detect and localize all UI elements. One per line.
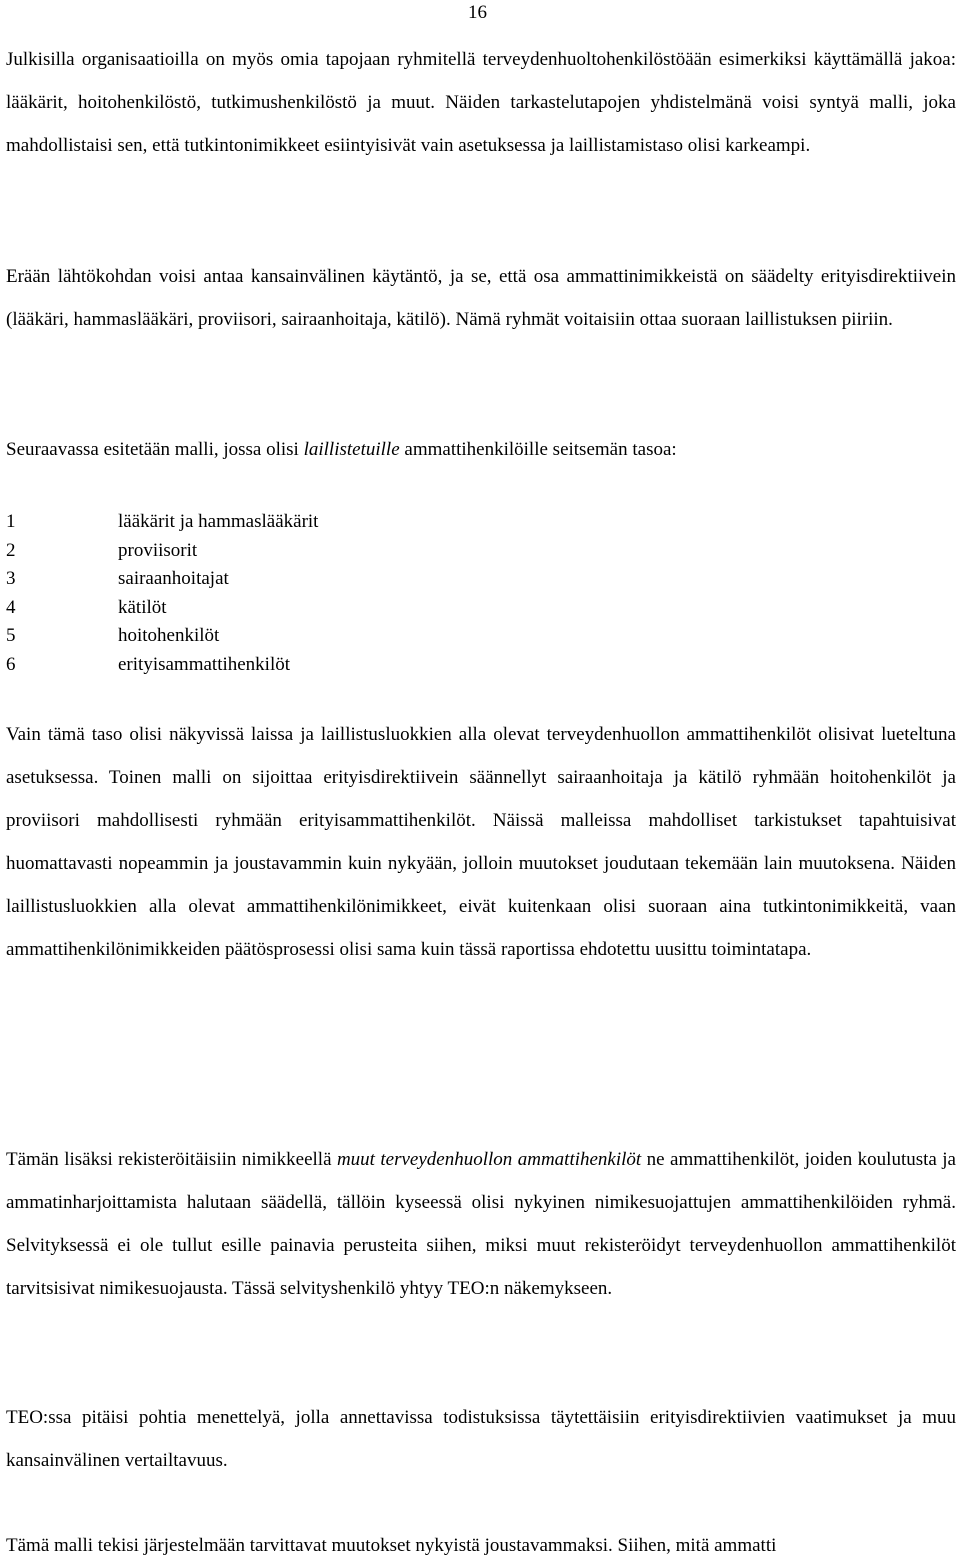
paragraph-model-intro bbox=[6, 428, 956, 471]
list-item bbox=[6, 508, 318, 537]
level-label: erityisammattihenkilöt bbox=[118, 653, 291, 675]
other-professionals-emphasis: muut terveydenhuollon ammattihenkilöt bbox=[336, 1149, 642, 1170]
level-number: 6 bbox=[6, 653, 16, 675]
paragraph-international-practice: Erään lähtökohdan voisi antaa kansainvälinen käytäntö, ja se, että osa ammattinimikkeistä on säädelty erityisdirektiivein (lääkäri, hammaslääkäri, proviisori, sairaanhoitaja, kätilö). Nämä ryhmät voitaisiin ottaa suoraan laillistuksen piiriin. bbox=[6, 266, 956, 330]
model-intro-text-end: ammattihenkilöille seitsemän tasoa: bbox=[399, 439, 677, 460]
level-label: sairaanhoitajat bbox=[118, 568, 229, 590]
list-item bbox=[6, 537, 318, 566]
paragraph-teo: TEO:ssa pitäisi pohtia menettelyä, jolla annettavissa todistuksissa täytettäisiin erityisdirektiivien vaatimukset ja muu kansainvälinen vertailtavuus. bbox=[6, 1407, 956, 1471]
list-item bbox=[6, 594, 318, 623]
model-intro-emphasis: laillistetuille bbox=[303, 439, 400, 460]
level-label: hoitohenkilöt bbox=[118, 625, 220, 647]
level-label: kätilöt bbox=[118, 596, 167, 618]
paragraph-organisation-grouping: Julkisilla organisaatioilla on myös omia tapojaan ryhmitellä terveydenhuoltohenkilöstöään esimerkiksi käyttämällä jakoa: lääkärit, hoitohenkilöstö, tutkimushenkilöstö ja muut. Näiden tarkastelutapojen yhdistelmänä voisi syntyä malli, joka mahdollistaisi sen, että tutkintonimikkeet esiintyisivät vain asetuksessa ja laillistamistaso olisi karkeampi. bbox=[6, 49, 956, 156]
other-professionals-text: Tämän lisäksi rekisteröitäisiin nimikkeellä bbox=[6, 1149, 337, 1170]
list-item bbox=[6, 651, 318, 680]
list-item bbox=[6, 622, 318, 651]
levels-list bbox=[6, 508, 318, 680]
level-number: 1 bbox=[6, 511, 16, 532]
other-professionals-text-end: ne ammattihenkilöt, joiden koulutusta ja ammatinharjoittamista halutaan säädellä, tällöin kyseessä olisi nykyinen nimikesuojattujen ammattihenkilöiden ryhmä. Selvityksessä ei ole tullut esille painavia perusteita siihen, miksi muut rekisteröidyt terveydenhuollon ammattihenkilöt tarvitsisivat nimikesuojausta. Tässä selvityshenkilö yhtyy TEO:n näkemykseen. bbox=[6, 1149, 956, 1299]
page-number: 16 bbox=[468, 2, 487, 23]
level-label: proviisorit bbox=[118, 539, 198, 561]
paragraph-other-professionals bbox=[6, 1138, 956, 1310]
level-number: 4 bbox=[6, 596, 16, 618]
paragraph-model-details: Vain tämä taso olisi näkyvissä laissa ja laillistusluokkien alla olevat terveydenhuollon ammattihenkilöt olisivat lueteltuna asetuksessa. Toinen malli on sijoittaa erityisdirektiivein säännellyt sairaanhoitaja ja kätilö ryhmään hoitohenkilöt ja proviisori mahdollisesti ryhmään erityisammattihenkilöt. Näissä malleissa mahdolliset tarkistukset tapahtuisivat huomattavasti nopeammin ja joustavammin kuin nykyään, jolloin muutokset joudutaan tekemään lain muutoksena. Näiden laillistusluokkien alla olevat ammattihenkilönimikkeet, eivät kuitenkaan olisi suoraan aina tutkintonimikkeitä, vaan ammattihenkilönimikkeiden päätösprosessi olisi sama kuin tässä raportissa ehdotettu uusittu toimintatapa. bbox=[6, 724, 956, 960]
level-number: 5 bbox=[6, 625, 16, 647]
level-number: 2 bbox=[6, 539, 16, 561]
level-label: lääkärit ja hammaslääkärit bbox=[118, 511, 319, 532]
level-number: 3 bbox=[6, 568, 16, 590]
paragraph-conclusion: Tämä malli tekisi järjestelmään tarvittavat muutokset nykyistä joustavammaksi. Siihen, mitä ammatti bbox=[6, 1535, 777, 1556]
list-item bbox=[6, 565, 318, 594]
model-intro-text: Seuraavassa esitetään malli, jossa olisi bbox=[6, 439, 304, 460]
